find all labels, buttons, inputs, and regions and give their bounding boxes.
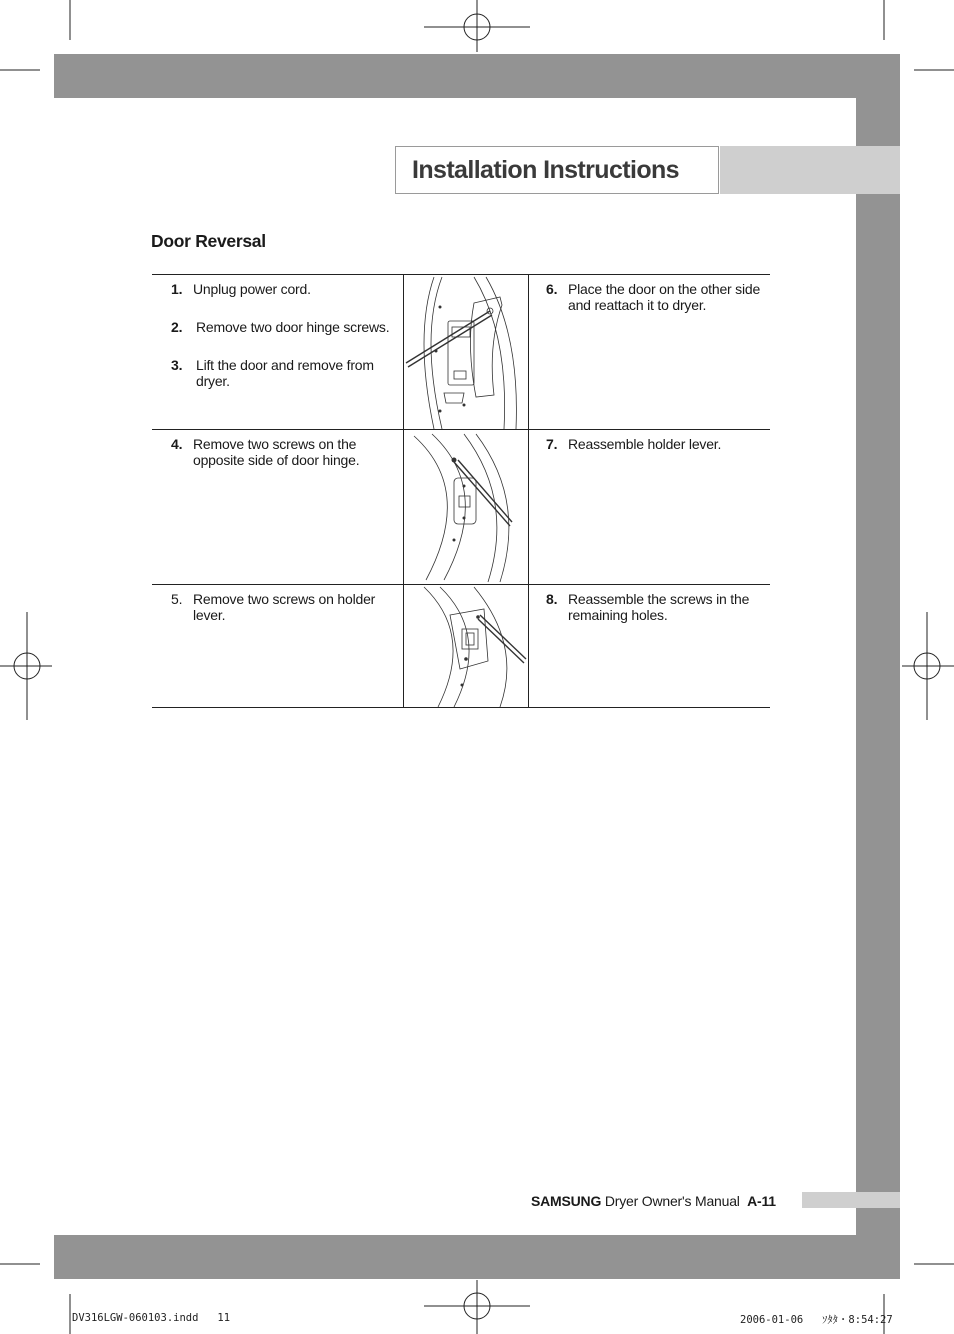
- step-number: 2.: [171, 319, 183, 335]
- step-text: Reassemble the screws in the remaining holes.: [568, 591, 750, 623]
- step-number: 4.: [171, 436, 183, 452]
- step-number: 1.: [171, 281, 183, 297]
- step-number: 8.: [546, 591, 558, 607]
- page-title: Installation Instructions: [412, 156, 679, 184]
- step-number: 7.: [546, 436, 558, 452]
- footer-manual: Dryer Owner's Manual: [604, 1193, 740, 1209]
- step-number: 5.: [171, 591, 183, 607]
- step-text: Place the door on the other side and reattach it to dryer.: [568, 281, 761, 313]
- print-slug-timestamp: 2006-01-06 ｿﾀﾀ・8:54:27: [740, 1314, 893, 1326]
- step-text: Unplug power cord.: [193, 281, 311, 297]
- step-text: Remove two screws on the opposite side of door hinge.: [193, 436, 360, 468]
- footer-page-number: A-11: [747, 1193, 776, 1209]
- step-text: Remove two screws on holder lever.: [193, 591, 376, 623]
- step-text: Remove two door hinge screws.: [196, 319, 390, 335]
- step-text: Lift the door and remove from dryer.: [196, 357, 374, 389]
- step-number: 3.: [171, 357, 183, 373]
- section-title: Door Reversal: [151, 231, 266, 251]
- step-text: Reassemble holder lever.: [568, 436, 722, 452]
- footer-brand: SAMSUNG: [531, 1193, 602, 1209]
- print-slug-file: DV316LGW-060103.indd 11: [72, 1312, 231, 1324]
- step-number: 6.: [546, 281, 558, 297]
